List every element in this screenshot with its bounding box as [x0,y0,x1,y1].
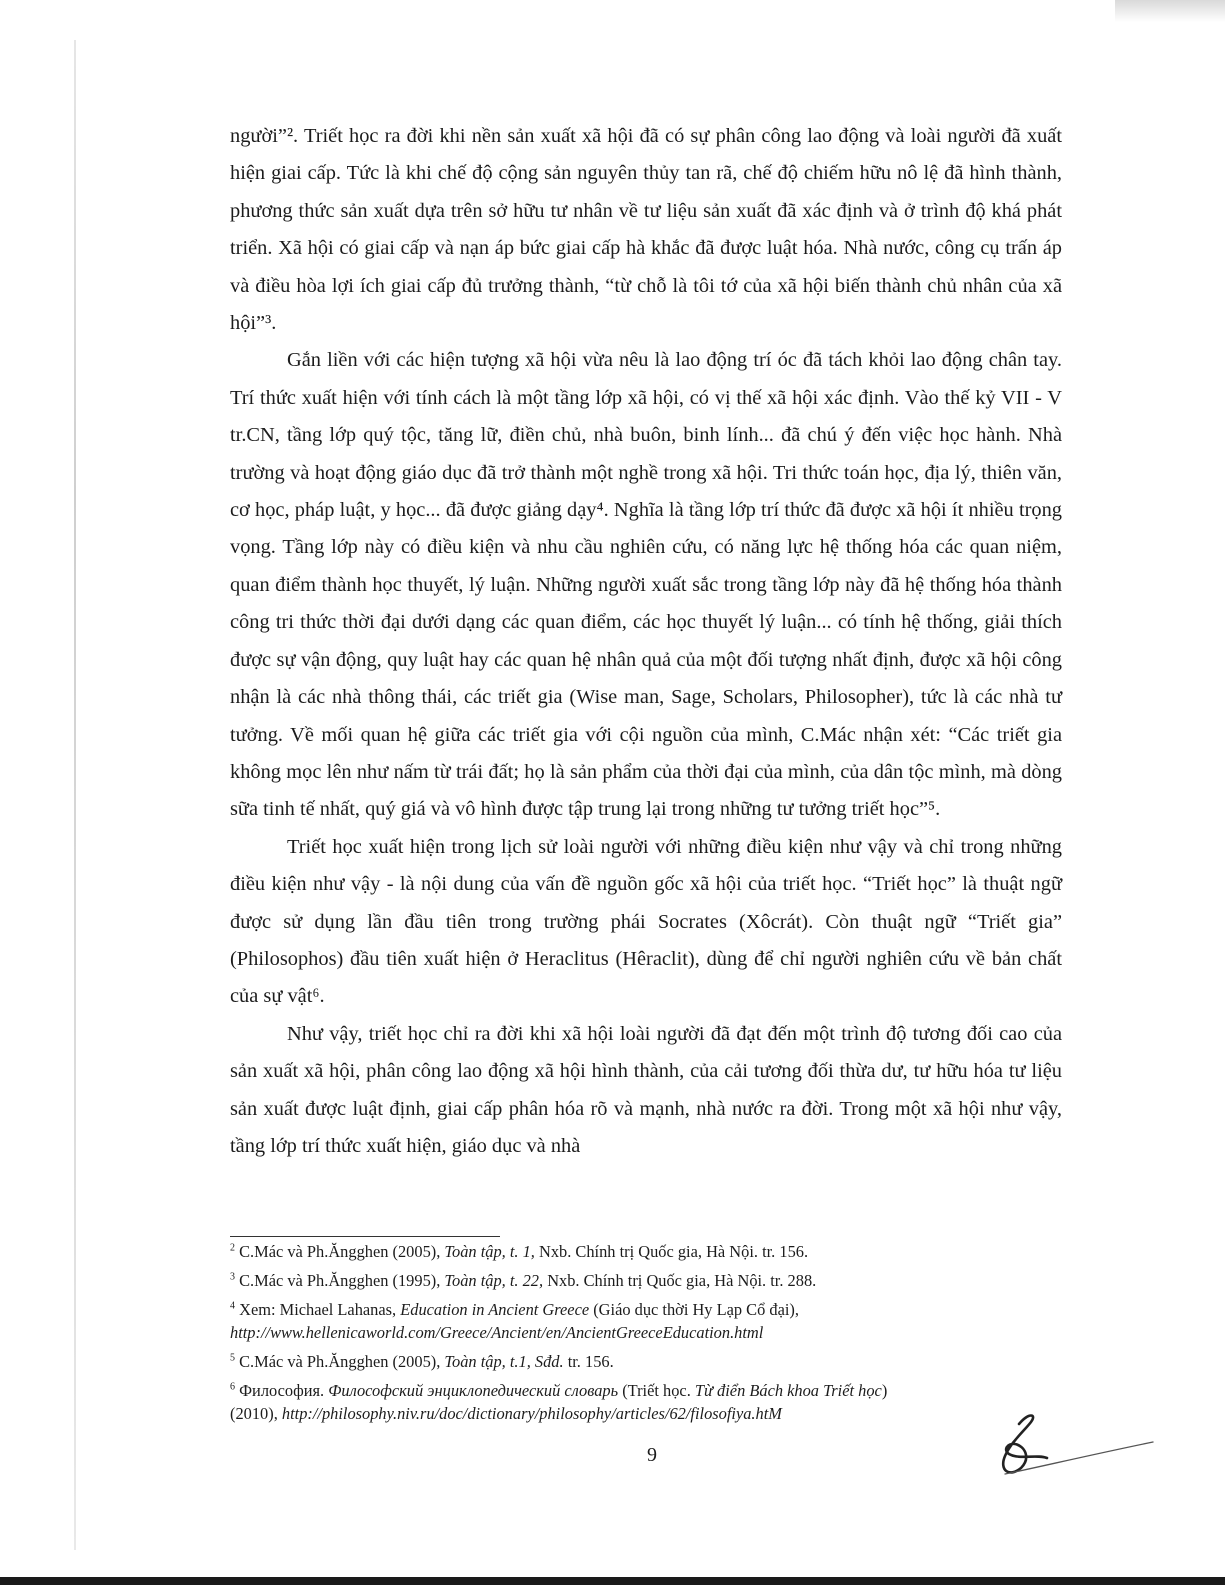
footnote-5: $^5$ C.Mác và Ph.Ăngghen (2005), Toàn tập, t.1, Sđd. tr. 156. [230,1352,614,1371]
scan-top-edge [1115,0,1225,22]
footnote-3: $^3$ C.Mác và Ph.Ăngghen (1995), Toàn tập, t. 22, Nxb. Chính trị Quốc gia, Hà Nội. tr. 288. [230,1271,817,1290]
scan-margin-line [74,40,76,1550]
footnote-6: $^6$ Философия. Философский энциклопедический словарь (Triết học. Từ điển Bách khoa Triết học) (2010), http://philosophy.niv.ru/doc/dictionary/philosophy/articles/62/filosofiya.htM [230,1381,888,1423]
footnote-4-url: http://www.hellenicaworld.com/Greece/Ancient/en/AncientGreeceEducation.html [230,1323,764,1342]
footnote-2: $^2$ C.Mác và Ph.Ăngghen (2005), Toàn tập, t. 1, Nxb. Chính trị Quốc gia, Hà Nội. tr. 156. [230,1242,809,1261]
paragraph-1: người”². Triết học ra đời khi nền sản xuất xã hội đã có sự phân công lao động và loài người đã xuất hiện giai cấp. Tức là khi chế độ cộng sản nguyên thủy tan rã, chế độ chiếm hữu nô lệ đã hình thành, phương thức sản xuất dựa trên sở hữu tư nhân về tư liệu sản xuất đã xác định và ở trình độ khá phát triển. Xã hội có giai cấp và nạn áp bức giai cấp hà khắc đã được luật hóa. Nhà nước, công cụ trấn áp và điều hòa lợi ích giai cấp đủ trưởng thành, “từ chỗ là tôi tớ của xã hội biến thành chủ nhân của xã hội”³. [230,125,1062,335]
handwritten-signature [985,1398,1155,1498]
paragraph-3: Triết học xuất hiện trong lịch sử loài người với những điều kiện như vậy và chỉ trong những điều kiện như vậy - là nội dung của vấn đề nguồn gốc xã hội của triết học. “Triết học” là thuật ngữ được sử dụng lần đầu tiên trong trường phái Socrates (Xôcrát). Còn thuật ngữ “Triết gia” (Philosophos) đầu tiên xuất hiện ở Heraclitus (Hêraclit), dùng để chỉ người nghiên cứu về bản chất của sự vật⁶. [230,835,1062,1008]
page-number: 9 [647,1444,657,1466]
footnote-separator [230,1236,500,1237]
paragraph-2: Gắn liền với các hiện tượng xã hội vừa nêu là lao động trí óc đã tách khỏi lao động chân tay. Trí thức xuất hiện với tính cách là một tầng lớp xã hội, có vị thế xã hội xác định. Vào thế kỷ VII - V tr.CN, tầng lớp quý tộc, tăng lữ, điền chủ, nhà buôn, binh lính... đã chú ý đến việc học hành. Nhà trường và hoạt động giáo dục đã trở thành một nghề trong xã hội. Tri thức toán học, địa lý, thiên văn, cơ học, pháp luật, y học... đã được giảng dạy⁴. Nghĩa là tầng lớp trí thức đã được xã hội ít nhiều trọng vọng. Tầng lớp này có điều kiện và nhu cầu nghiên cứu, có năng lực hệ thống hóa các quan niệm, quan điểm thành học thuyết, lý luận. Những người xuất sắc trong tầng lớp này đã hệ thống hóa thành công tri thức thời đại dưới dạng các quan điểm, các học thuyết lý luận... có tính hệ thống, giải thích được sự vận động, quy luật hay các quan hệ nhân quả của một đối tượng nhất định, được xã hội công nhận là các nhà thông thái, các triết gia (Wise man, Sage, Scholars, Philosopher), tức là các nhà tư tưởng. Về mối quan hệ giữa các triết gia với cội nguồn của mình, C.Mác nhận xét: “Các triết gia không mọc lên như nấm từ trái đất; họ là sản phẩm của thời đại của mình, của dân tộc mình, mà dòng sữa tinh tế nhất, quý giá và vô hình được tập trung lại trong những tư tưởng triết học”⁵. [230,349,1062,821]
scan-bottom-edge [0,1577,1225,1585]
paragraph-4: Như vậy, triết học chỉ ra đời khi xã hội loài người đã đạt đến một trình độ tương đối cao của sản xuất xã hội, phân công lao động xã hội hình thành, của cải tương đối thừa dư, tư hữu hóa tư liệu sản xuất được luật định, giai cấp phân hóa rõ và mạnh, nhà nước ra đời. Trong một xã hội như vậy, tầng lớp trí thức xuất hiện, giáo dục và nhà [230,1022,1062,1157]
footnote-4: $^4$ Xem: Michael Lahanas, Education in Ancient Greece (Giáo dục thời Hy Lạp Cổ đại), http://www.hellenicaworld.com/Greece/Ancient/en/AncientGreeceEducation.html [230,1300,799,1342]
footnotes [230,1240,1062,1431]
body-text [230,118,1062,1165]
footnote-6-url: http://philosophy.niv.ru/doc/dictionary/philosophy/articles/62/filosofiya.htM [281,1404,782,1423]
